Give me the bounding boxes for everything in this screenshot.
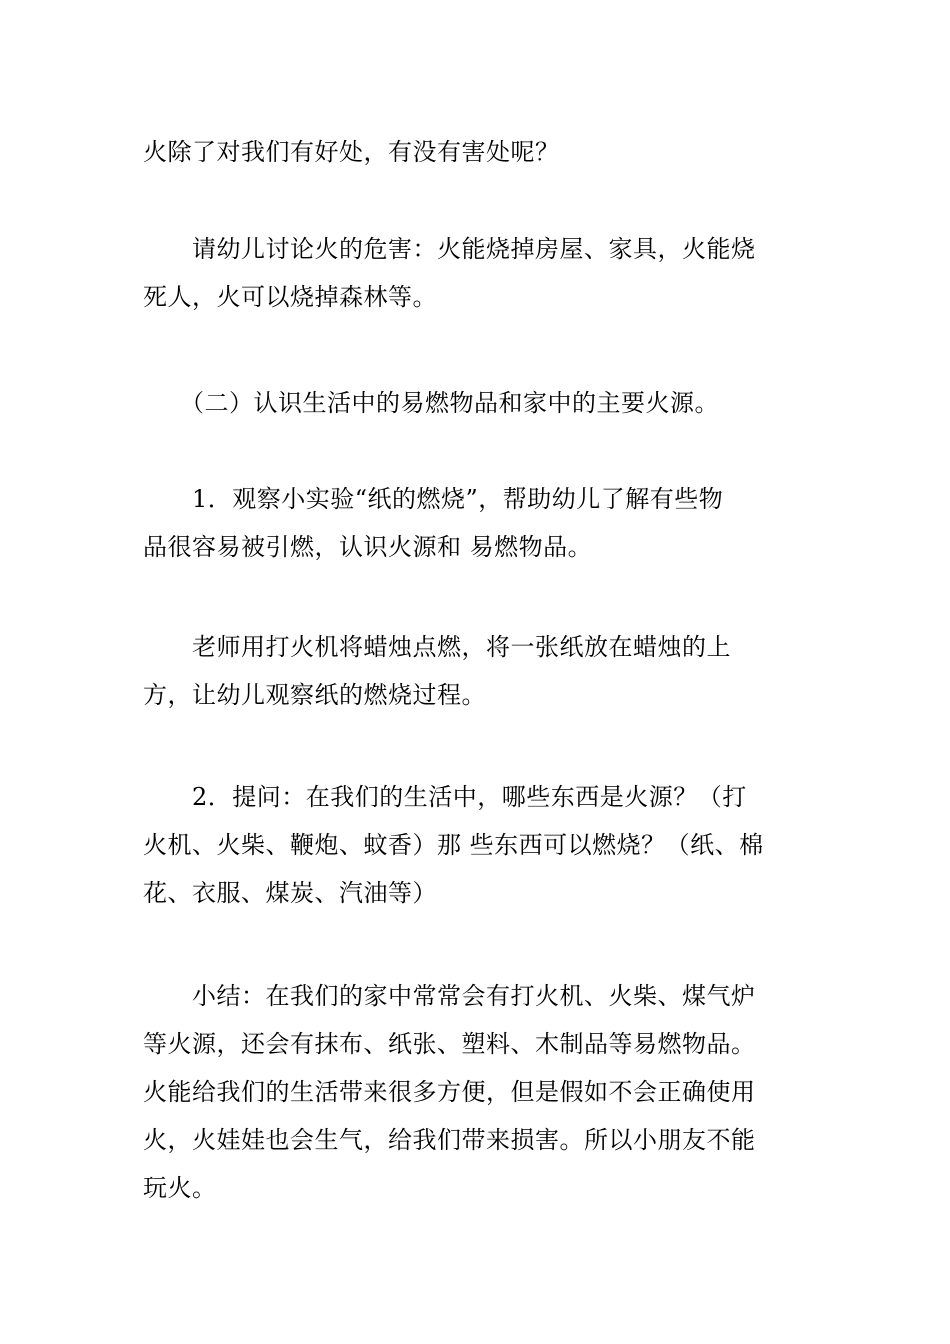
text-line: 1．观察小实验“纸的燃烧”，帮助幼儿了解有些物 [143, 485, 724, 513]
text-line: 品很容易被引燃，认识火源和 易燃物品。 [143, 533, 593, 561]
text-line: 2．提问：在我们的生活中，哪些东西是火源？（打 [143, 783, 747, 811]
paragraph-summary [143, 972, 808, 1212]
text-line: 等火源，还会有抹布、纸张、塑料、木制品等易燃物品。 [143, 1030, 756, 1058]
text-line: 方，让幼儿观察纸的燃烧过程。 [143, 681, 486, 709]
text-line: 老师用打火机将蜡烛点燃，将一张纸放在蜡烛的上 [143, 633, 731, 661]
text-line: 火除了对我们有好处，有没有害处呢？ [143, 138, 560, 166]
text-line: （二）认识生活中的易燃物品和家中的主要火源。 [143, 389, 719, 417]
paragraph-question [143, 773, 808, 917]
paragraph-fire-harm-question [143, 128, 808, 176]
text-line: 火能给我们的生活带来很多方便，但是假如不会正确使用 [143, 1078, 756, 1106]
paragraph-discussion [143, 225, 808, 321]
text-line: 火，火娃娃也会生气，给我们带来损害。所以小朋友不能 [143, 1126, 756, 1154]
text-line: 小结：在我们的家中常常会有打火机、火柴、煤气炉 [143, 982, 756, 1010]
text-line: 死人，火可以烧掉森林等。 [143, 283, 437, 311]
text-line: 火机、火柴、鞭炮、蚊香）那 些东西可以燃烧？（纸、棉 [143, 831, 764, 859]
text-line: 花、衣服、煤炭、汽油等） [143, 879, 437, 907]
text-line: 玩火。 [143, 1174, 217, 1202]
text-line: 请幼儿讨论火的危害：火能烧掉房屋、家具，火能烧 [143, 235, 756, 263]
section-heading-two [143, 379, 808, 427]
paragraph-experiment [143, 475, 808, 571]
paragraph-teacher-demo [143, 623, 808, 719]
